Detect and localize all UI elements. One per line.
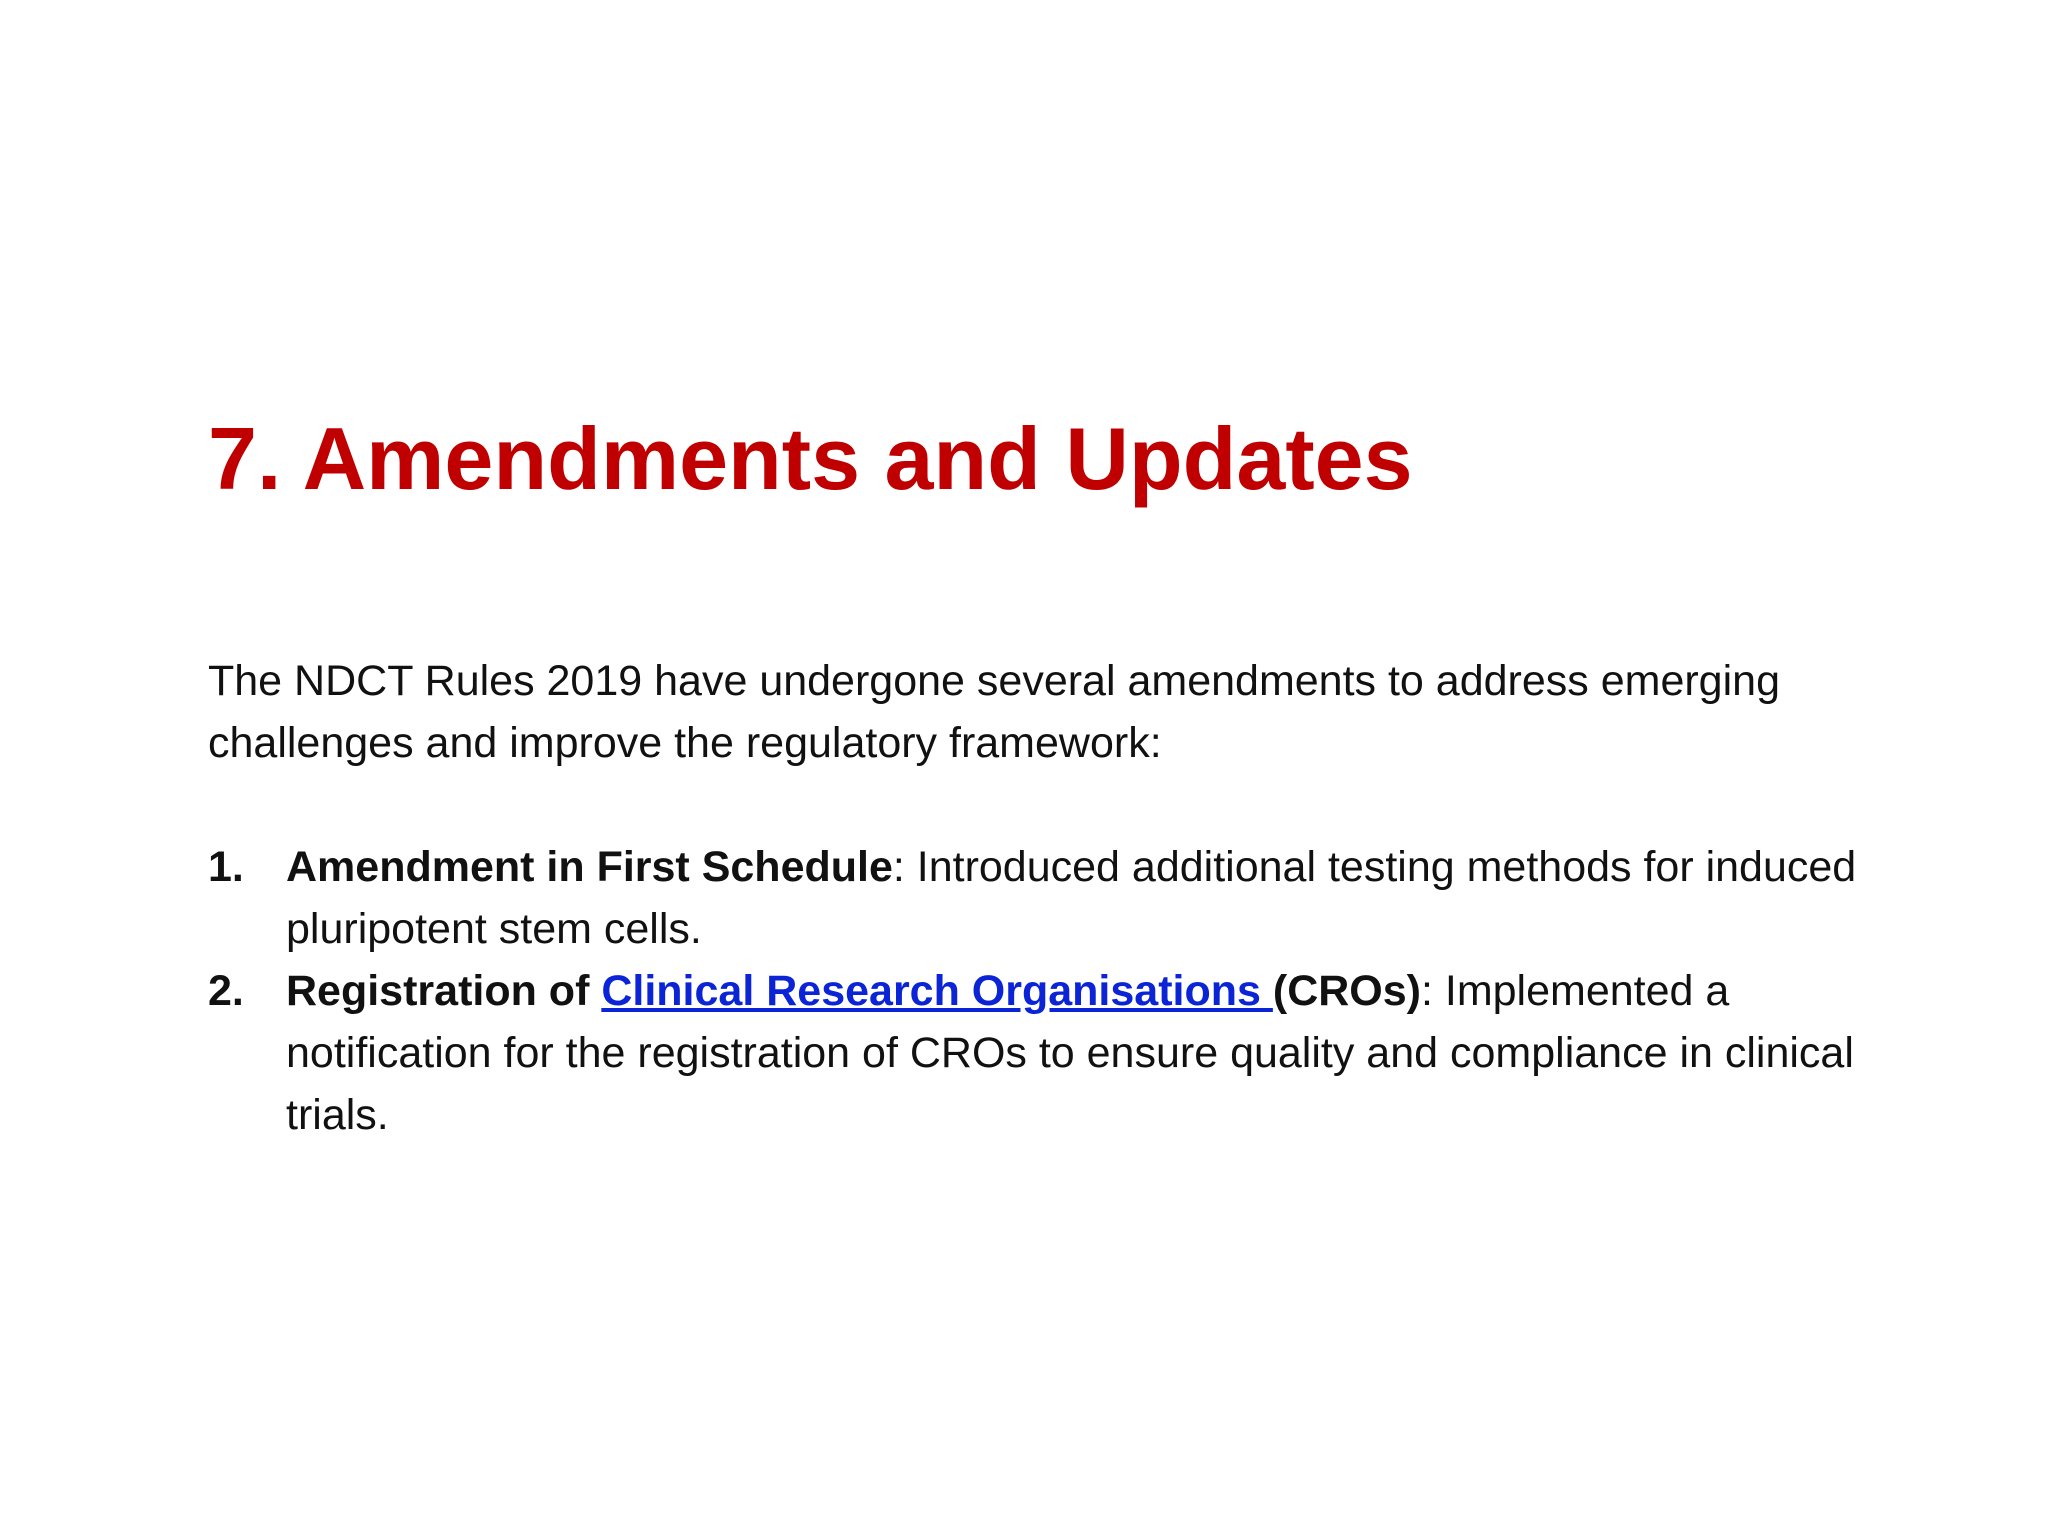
list-item-text: : Introduced additional testing methods for induced pluripotent stem cells. xyxy=(286,843,1857,953)
list-item-text: : Implemented a notification for the registration of CROs to ensure quality and compliance in clinical trials. xyxy=(286,967,1854,1139)
slide-body xyxy=(208,650,1868,1146)
list-item-number: 1. xyxy=(208,843,244,891)
list-item xyxy=(208,836,1868,960)
list-item-label: Amendment in First Schedule xyxy=(286,843,893,891)
clinical-research-organisations-link[interactable]: Clinical Research Organisations xyxy=(601,967,1273,1015)
list-item-number: 2. xyxy=(208,967,244,1015)
list-item-label-suffix: (CROs) xyxy=(1272,967,1421,1015)
amendments-list xyxy=(208,836,1868,1146)
slide-title: 7. Amendments and Updates xyxy=(208,409,1413,508)
intro-paragraph: The NDCT Rules 2019 have undergone several amendments to address emerging challenges and improve the regulatory framework: xyxy=(208,657,1780,767)
list-item-label-prefix: Registration of xyxy=(286,967,602,1015)
list-item xyxy=(208,960,1868,1146)
